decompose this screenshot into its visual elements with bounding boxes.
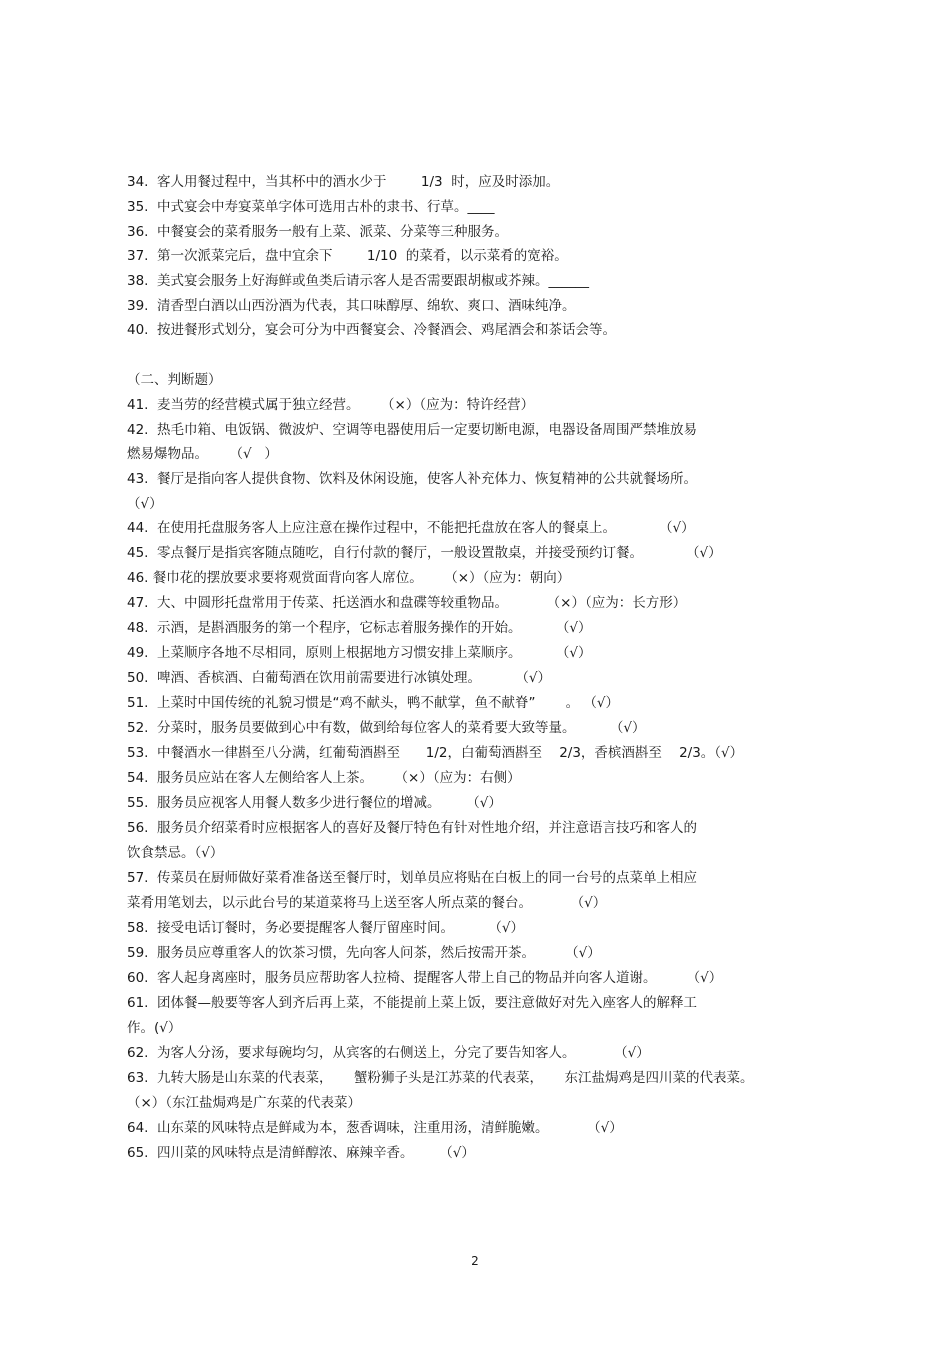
- item-64: 64. 山东菜的风味特点是鲜咸为本，葱香调味，注重用汤，清鲜脆嫩。 （√）: [127, 1120, 623, 1136]
- item-61-cont: 作。(√）: [127, 1020, 182, 1036]
- item-34: 34. 客人用餐过程中，当其杯中的酒水少于 1/3 时，应及时添加。: [127, 174, 560, 190]
- item-52: 52. 分菜时，服务员要做到心中有数，做到给每位客人的菜肴要大致等量。 （√）: [127, 720, 646, 736]
- item-38: 38. 美式宴会服务上好海鲜或鱼类后请示客人是否需要跟胡椒或芥辣。______: [127, 273, 590, 289]
- item-62: 62. 为客人分汤，要求每碗均匀，从宾客的右侧送上，分完了要告知客人。 （√）: [127, 1045, 650, 1061]
- item-59: 59. 服务员应尊重客人的饮茶习惯，先向客人问茶，然后按需开茶。 （√）: [127, 945, 601, 961]
- item-36: 36. 中餐宴会的菜肴服务一般有上菜、派菜、分菜等三种服务。: [127, 224, 509, 240]
- item-46: 46. 餐巾花的摆放要求要将观赏面背向客人席位。 （×）（应为：朝向）: [127, 570, 571, 586]
- item-47: 47. 大、中圆形托盘常用于传菜、托送酒水和盘碟等较重物品。 （×）（应为：长方形）: [127, 595, 687, 611]
- item-50: 50. 啤酒、香槟酒、白葡萄酒在饮用前需要进行冰镇处理。 （√）: [127, 670, 551, 686]
- page-number: 2: [471, 1254, 479, 1268]
- item-53: 53. 中餐酒水一律斟至八分满，红葡萄酒斟至 1/2，白葡萄酒斟至 2/3，香槟酒斟至 2/3。（√）: [127, 745, 744, 761]
- item-41: 41. 麦当劳的经营模式属于独立经营。 （×）（应为：特许经营）: [127, 397, 535, 413]
- item-65: 65. 四川菜的风味特点是清鲜醇浓、麻辣辛香。 （√）: [127, 1145, 475, 1161]
- item-60: 60. 客人起身离座时，服务员应帮助客人拉椅、提醒客人带上自己的物品并向客人道谢。 （√）: [127, 970, 723, 986]
- item-43-cont: （√）: [127, 496, 163, 512]
- item-63: 63. 九转大肠是山东菜的代表菜， 蟹粉狮子头是江苏菜的代表菜， 东江盐焗鸡是四川菜的代表菜。: [127, 1070, 754, 1086]
- item-39: 39. 清香型白酒以山西汾酒为代表，其口味醇厚、绵软、爽口、酒味纯净。: [127, 298, 576, 314]
- item-51: 51. 上菜时中国传统的礼貌习惯是“鸡不献头，鸭不献掌，鱼不献脊” 。 （√）: [127, 695, 619, 711]
- section-heading: （二、判断题）: [127, 372, 222, 388]
- item-61: 61. 团体餐—般要等客人到齐后再上菜，不能提前上菜上饭，要注意做好对先入座客人的解释工: [127, 995, 698, 1011]
- item-55: 55. 服务员应视客人用餐人数多少进行餐位的增减。 （√）: [127, 795, 502, 811]
- item-37: 37. 第一次派菜完后，盘中宜余下 1/10 的菜肴，以示菜肴的宽裕。: [127, 248, 568, 264]
- item-63-cont: （×）（东江盐焗鸡是广东菜的代表菜）: [127, 1095, 362, 1111]
- item-49: 49. 上菜顺序各地不尽相同，原则上根据地方习惯安排上菜顺序。 （√）: [127, 645, 592, 661]
- item-48: 48. 示酒，是斟酒服务的第一个程序，它标志着服务操作的开始。 （√）: [127, 620, 592, 636]
- item-56-cont: 饮食禁忌。（√）: [127, 845, 224, 861]
- item-35: 35. 中式宴会中寿宴菜单字体可选用古朴的隶书、行草。____: [127, 199, 495, 215]
- item-42-cont: 燃易爆物品。 （√ ）: [127, 446, 278, 462]
- item-57: 57. 传菜员在厨师做好菜肴准备送至餐厅时，划单员应将贴在白板上的同一台号的点菜单上相应: [127, 870, 698, 886]
- item-56: 56. 服务员介绍菜肴时应根据客人的喜好及餐厅特色有针对性地介绍，并注意语言技巧和客人的: [127, 820, 698, 836]
- item-44: 44. 在使用托盘服务客人上应注意在操作过程中，不能把托盘放在客人的餐桌上。 （√）: [127, 520, 695, 536]
- item-40: 40. 按进餐形式划分，宴会可分为中西餐宴会、冷餐酒会、鸡尾酒会和茶话会等。: [127, 322, 617, 338]
- item-54: 54. 服务员应站在客人左侧给客人上茶。 （×）（应为：右侧）: [127, 770, 521, 786]
- item-43: 43. 餐厅是指向客人提供食物、饮料及休闲设施，使客人补充体力、恢复精神的公共就餐场所。: [127, 471, 698, 487]
- item-58: 58. 接受电话订餐时，务必要提醒客人餐厅留座时间。 （√）: [127, 920, 524, 936]
- item-57-cont: 菜肴用笔划去，以示此台号的某道菜将马上送至客人所点菜的餐台。 （√）: [127, 895, 607, 911]
- item-42: 42. 热毛巾箱、电饭锅、微波炉、空调等电器使用后一定要切断电源，电器设备周围严禁堆放易: [127, 422, 698, 438]
- item-45: 45. 零点餐厅是指宾客随点随吃，自行付款的餐厅，一般设置散桌，并接受预约订餐。 （√）: [127, 545, 722, 561]
